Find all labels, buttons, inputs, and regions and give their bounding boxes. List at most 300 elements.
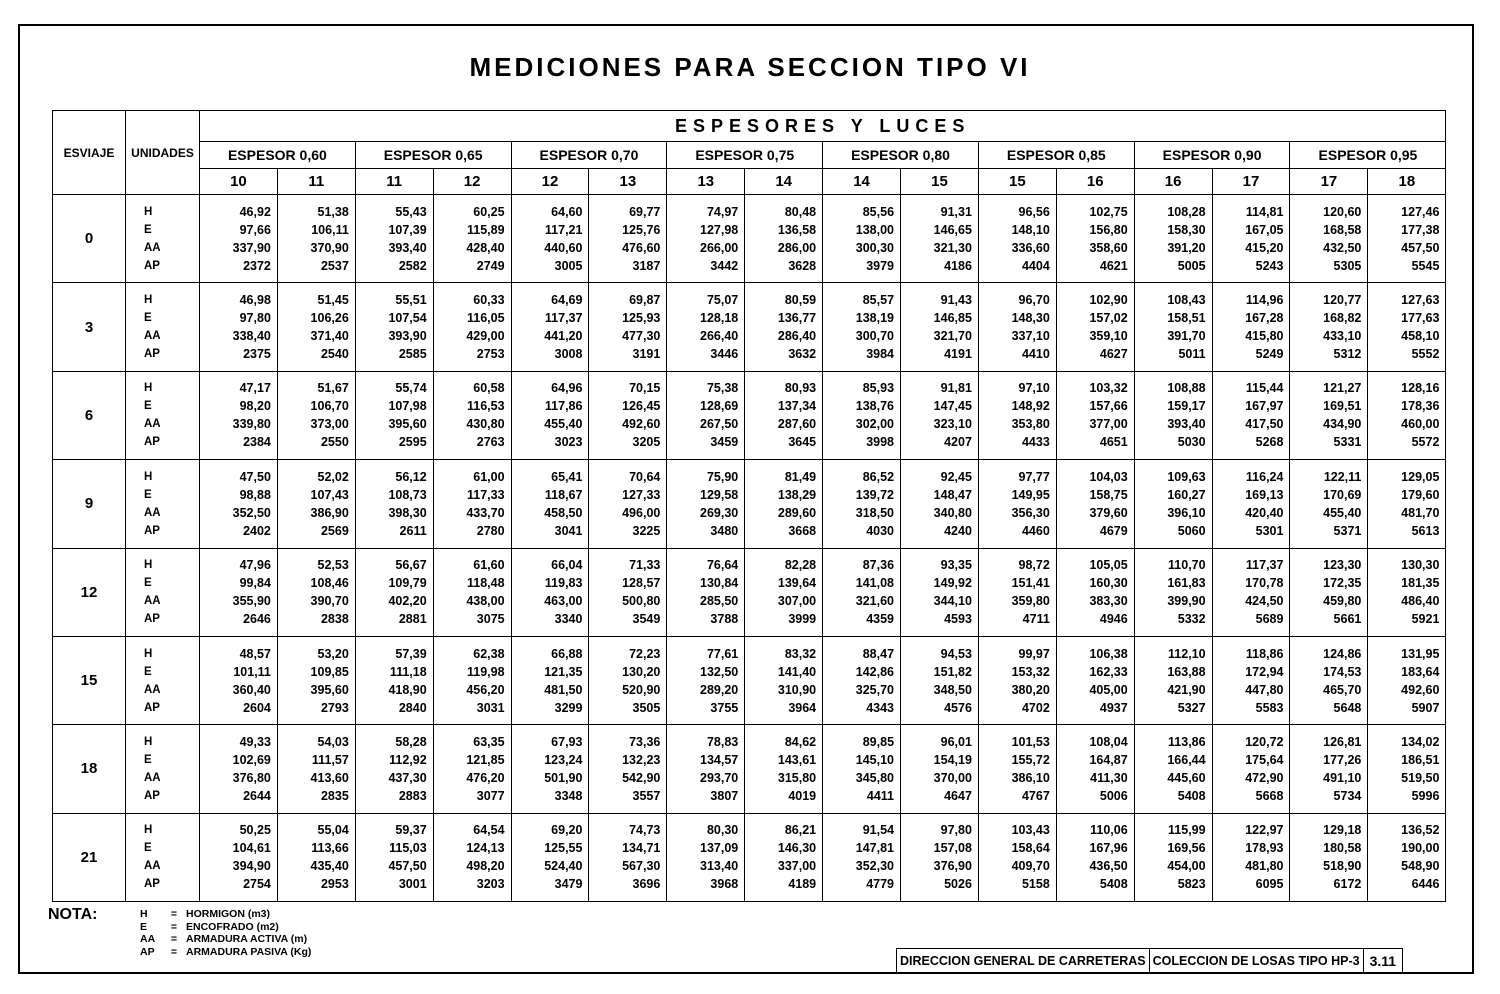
nota-legend bbox=[140, 908, 311, 958]
value-ap: 3807 bbox=[710, 788, 739, 803]
value-ap: 5734 bbox=[1333, 788, 1362, 803]
value-ap: 2835 bbox=[320, 788, 349, 803]
value-cell bbox=[823, 195, 901, 283]
value-aa: 377,00 bbox=[1089, 417, 1128, 432]
value-aa: 359,80 bbox=[1011, 594, 1050, 609]
value-aa: 355,90 bbox=[232, 594, 271, 609]
value-ap: 5668 bbox=[1255, 788, 1284, 803]
value-aa: 395,60 bbox=[310, 682, 349, 697]
value-ap: 2838 bbox=[320, 612, 349, 627]
espesor-header: ESPESOR 0,75 bbox=[667, 142, 823, 169]
value-e: 125,76 bbox=[622, 222, 661, 237]
value-e: 125,55 bbox=[544, 841, 583, 856]
value-cell bbox=[1290, 371, 1368, 459]
value-cell bbox=[277, 813, 355, 901]
value-h: 53,20 bbox=[317, 646, 349, 661]
value-ap: 3187 bbox=[632, 258, 661, 273]
value-e: 117,37 bbox=[544, 311, 583, 326]
unit-label: AP bbox=[144, 348, 160, 361]
value-e: 136,58 bbox=[777, 222, 817, 237]
value-aa: 359,10 bbox=[1089, 329, 1128, 344]
value-aa: 486,40 bbox=[1401, 594, 1440, 609]
value-aa: 321,70 bbox=[933, 329, 972, 344]
value-aa: 391,20 bbox=[1167, 240, 1206, 255]
value-h: 52,53 bbox=[317, 558, 349, 573]
unit-labels bbox=[126, 195, 200, 283]
value-h: 66,88 bbox=[551, 646, 583, 661]
value-e: 170,69 bbox=[1323, 487, 1362, 502]
value-cell bbox=[745, 813, 823, 901]
value-cell bbox=[667, 813, 745, 901]
value-e: 113,66 bbox=[311, 841, 349, 856]
value-h: 106,38 bbox=[1089, 646, 1128, 661]
value-cell bbox=[978, 283, 1056, 371]
unit-label: AP bbox=[144, 789, 160, 802]
value-cell bbox=[978, 725, 1056, 813]
luz-header: 10 bbox=[200, 169, 278, 195]
value-cell bbox=[200, 460, 278, 548]
value-aa: 393,40 bbox=[1167, 417, 1206, 432]
table-row bbox=[53, 813, 1446, 901]
value-cell bbox=[1212, 371, 1290, 459]
value-h: 78,83 bbox=[706, 734, 739, 749]
value-aa: 420,40 bbox=[1245, 505, 1284, 520]
value-cell bbox=[355, 195, 433, 283]
value-e: 148,30 bbox=[1011, 311, 1050, 326]
value-ap: 3755 bbox=[710, 700, 739, 715]
value-ap: 4410 bbox=[1021, 347, 1050, 362]
unit-label: H bbox=[144, 205, 153, 218]
value-h: 115,44 bbox=[1245, 381, 1284, 396]
unit-label: AA bbox=[144, 330, 161, 343]
value-e: 107,43 bbox=[310, 487, 349, 502]
value-e: 146,85 bbox=[933, 311, 972, 326]
value-ap: 5030 bbox=[1177, 435, 1206, 450]
unit-label: AA bbox=[144, 418, 161, 431]
value-cell bbox=[589, 195, 667, 283]
value-h: 85,93 bbox=[862, 381, 895, 396]
value-cell bbox=[978, 813, 1056, 901]
value-ap: 5305 bbox=[1333, 258, 1362, 273]
value-aa: 285,50 bbox=[700, 594, 739, 609]
value-cell bbox=[277, 460, 355, 548]
value-e: 183,64 bbox=[1401, 664, 1440, 679]
value-ap: 2595 bbox=[398, 435, 427, 450]
esviaje-value: 12 bbox=[53, 548, 126, 636]
value-cell bbox=[1368, 813, 1446, 901]
value-cell bbox=[823, 283, 901, 371]
value-cell bbox=[1134, 460, 1212, 548]
value-cell bbox=[1290, 813, 1368, 901]
unit-label: H bbox=[144, 382, 153, 395]
luz-header: 16 bbox=[1134, 169, 1212, 195]
value-cell bbox=[589, 283, 667, 371]
value-h: 70,15 bbox=[629, 381, 661, 396]
value-e: 178,93 bbox=[1245, 841, 1284, 856]
value-e: 115,89 bbox=[467, 222, 505, 237]
legend-item bbox=[140, 933, 311, 946]
luz-header: 17 bbox=[1212, 169, 1290, 195]
value-e: 166,44 bbox=[1167, 752, 1206, 767]
value-h: 61,00 bbox=[473, 469, 505, 484]
value-h: 51,45 bbox=[317, 293, 349, 308]
value-e: 104,61 bbox=[232, 841, 271, 856]
value-ap: 5552 bbox=[1411, 347, 1440, 362]
value-e: 106,26 bbox=[310, 311, 349, 326]
value-cell bbox=[978, 195, 1056, 283]
value-h: 116,24 bbox=[1245, 469, 1284, 484]
value-cell bbox=[901, 460, 979, 548]
unit-label: E bbox=[144, 223, 152, 236]
value-h: 115,99 bbox=[1168, 823, 1206, 838]
value-h: 97,10 bbox=[1018, 381, 1050, 396]
value-ap: 2763 bbox=[476, 435, 505, 450]
value-e: 107,98 bbox=[388, 399, 427, 414]
value-cell bbox=[901, 283, 979, 371]
value-aa: 383,30 bbox=[1089, 594, 1128, 609]
value-aa: 315,80 bbox=[777, 770, 817, 785]
value-cell bbox=[1134, 283, 1212, 371]
value-ap: 2840 bbox=[398, 700, 427, 715]
value-aa: 548,90 bbox=[1401, 859, 1440, 874]
value-aa: 386,90 bbox=[310, 505, 349, 520]
value-cell bbox=[277, 195, 355, 283]
value-ap: 4186 bbox=[944, 258, 972, 273]
value-h: 49,33 bbox=[239, 734, 271, 749]
unit-label: E bbox=[144, 400, 152, 413]
value-h: 76,64 bbox=[706, 558, 739, 573]
value-cell bbox=[823, 813, 901, 901]
value-cell bbox=[1212, 636, 1290, 724]
value-e: 127,98 bbox=[700, 222, 739, 237]
value-cell bbox=[511, 813, 589, 901]
value-h: 75,90 bbox=[706, 469, 739, 484]
value-e: 132,23 bbox=[622, 752, 661, 767]
value-ap: 5823 bbox=[1177, 877, 1206, 892]
value-aa: 336,60 bbox=[1011, 240, 1050, 255]
value-ap: 3075 bbox=[476, 612, 505, 627]
legend-item bbox=[140, 908, 311, 921]
value-e: 118,48 bbox=[467, 576, 505, 591]
unit-label: H bbox=[144, 294, 153, 307]
value-ap: 3005 bbox=[554, 258, 583, 273]
value-ap: 2754 bbox=[243, 877, 271, 892]
value-e: 111,57 bbox=[311, 752, 349, 767]
value-e: 139,64 bbox=[777, 576, 817, 591]
value-cell bbox=[1212, 283, 1290, 371]
value-e: 99,84 bbox=[239, 576, 271, 591]
value-cell bbox=[1290, 195, 1368, 283]
value-h: 60,58 bbox=[473, 381, 505, 396]
value-h: 91,81 bbox=[940, 381, 972, 396]
value-ap: 2793 bbox=[320, 700, 349, 715]
value-cell bbox=[1368, 371, 1446, 459]
value-h: 120,60 bbox=[1323, 204, 1362, 219]
value-ap: 4779 bbox=[866, 877, 895, 892]
value-h: 88,47 bbox=[862, 646, 895, 661]
value-aa: 498,20 bbox=[466, 859, 505, 874]
value-ap: 2569 bbox=[320, 523, 349, 538]
value-ap: 2372 bbox=[243, 258, 271, 273]
espesor-header: ESPESOR 0,90 bbox=[1134, 142, 1290, 169]
value-h: 123,30 bbox=[1323, 558, 1362, 573]
value-aa: 307,00 bbox=[777, 594, 817, 609]
value-e: 151,82 bbox=[933, 664, 972, 679]
value-aa: 266,40 bbox=[700, 329, 739, 344]
value-ap: 3205 bbox=[632, 435, 661, 450]
value-h: 55,04 bbox=[317, 823, 349, 838]
value-cell bbox=[511, 195, 589, 283]
value-e: 158,75 bbox=[1089, 487, 1128, 502]
value-ap: 4460 bbox=[1021, 523, 1050, 538]
value-e: 138,00 bbox=[855, 222, 895, 237]
value-aa: 300,70 bbox=[855, 329, 895, 344]
value-ap: 5408 bbox=[1099, 877, 1128, 892]
legend-equals: = bbox=[170, 933, 178, 945]
value-ap: 3628 bbox=[788, 258, 817, 273]
legend-key: E bbox=[140, 920, 148, 933]
value-ap: 2585 bbox=[398, 347, 427, 362]
value-cell bbox=[823, 371, 901, 459]
unit-labels bbox=[126, 371, 200, 459]
unit-label: AA bbox=[144, 683, 161, 696]
value-e: 158,30 bbox=[1167, 222, 1206, 237]
value-ap: 2375 bbox=[243, 347, 271, 362]
value-e: 157,08 bbox=[933, 841, 972, 856]
value-e: 136,77 bbox=[777, 311, 817, 326]
value-aa: 492,60 bbox=[622, 417, 661, 432]
value-cell bbox=[667, 725, 745, 813]
value-ap: 2550 bbox=[320, 435, 349, 450]
value-aa: 390,70 bbox=[310, 594, 349, 609]
value-cell bbox=[823, 725, 901, 813]
value-aa: 413,60 bbox=[310, 770, 349, 785]
value-aa: 476,20 bbox=[466, 770, 505, 785]
value-ap: 5006 bbox=[1099, 788, 1128, 803]
value-h: 104,03 bbox=[1089, 469, 1128, 484]
value-e: 190,00 bbox=[1401, 841, 1440, 856]
value-cell bbox=[901, 725, 979, 813]
value-e: 147,81 bbox=[855, 841, 895, 856]
value-ap: 4404 bbox=[1021, 258, 1050, 273]
value-cell bbox=[355, 548, 433, 636]
value-cell bbox=[277, 283, 355, 371]
value-e: 106,70 bbox=[310, 399, 349, 414]
luz-header-row bbox=[53, 169, 1446, 195]
value-aa: 520,90 bbox=[622, 682, 661, 697]
value-ap: 5583 bbox=[1255, 700, 1284, 715]
value-cell bbox=[1056, 371, 1134, 459]
value-cell bbox=[355, 283, 433, 371]
value-ap: 4711 bbox=[1022, 612, 1050, 627]
value-e: 125,93 bbox=[622, 311, 661, 326]
luz-header: 16 bbox=[1056, 169, 1134, 195]
value-cell bbox=[978, 548, 1056, 636]
value-aa: 415,80 bbox=[1245, 329, 1284, 344]
value-e: 141,40 bbox=[777, 664, 817, 679]
value-cell bbox=[589, 725, 667, 813]
value-ap: 3645 bbox=[788, 435, 817, 450]
value-cell bbox=[200, 548, 278, 636]
espesor-header: ESPESOR 0,60 bbox=[200, 142, 356, 169]
value-ap: 5312 bbox=[1333, 347, 1362, 362]
value-e: 179,60 bbox=[1401, 487, 1440, 502]
value-ap: 3299 bbox=[554, 700, 583, 715]
value-aa: 415,20 bbox=[1245, 240, 1284, 255]
value-e: 163,88 bbox=[1167, 664, 1206, 679]
value-h: 64,60 bbox=[551, 204, 583, 219]
value-aa: 491,10 bbox=[1323, 770, 1362, 785]
value-e: 178,36 bbox=[1401, 399, 1440, 414]
value-e: 148,92 bbox=[1011, 399, 1050, 414]
value-cell bbox=[589, 548, 667, 636]
value-e: 147,45 bbox=[933, 399, 972, 414]
value-e: 181,35 bbox=[1401, 576, 1440, 591]
value-e: 107,39 bbox=[388, 222, 427, 237]
value-e: 159,17 bbox=[1167, 399, 1206, 414]
value-e: 138,76 bbox=[855, 399, 895, 414]
value-cell bbox=[978, 371, 1056, 459]
value-h: 72,23 bbox=[629, 646, 661, 661]
value-ap: 5907 bbox=[1411, 700, 1440, 715]
value-e: 108,46 bbox=[310, 576, 349, 591]
value-cell bbox=[1056, 636, 1134, 724]
value-ap: 4767 bbox=[1021, 788, 1050, 803]
value-e: 121,35 bbox=[544, 664, 583, 679]
value-cell bbox=[667, 195, 745, 283]
value-h: 59,37 bbox=[395, 823, 427, 838]
value-ap: 2881 bbox=[398, 612, 427, 627]
value-ap: 4576 bbox=[944, 700, 972, 715]
value-cell bbox=[433, 636, 511, 724]
value-h: 124,86 bbox=[1323, 646, 1362, 661]
value-cell bbox=[1368, 195, 1446, 283]
table-row bbox=[53, 195, 1446, 283]
value-e: 169,51 bbox=[1323, 399, 1362, 414]
footer-sheet-number: 3.11 bbox=[1369, 953, 1397, 969]
value-ap: 4946 bbox=[1099, 612, 1128, 627]
unit-label: E bbox=[144, 577, 152, 590]
value-h: 83,32 bbox=[784, 646, 817, 661]
unit-labels bbox=[126, 460, 200, 548]
value-ap: 4433 bbox=[1021, 435, 1050, 450]
title-block bbox=[896, 948, 1403, 974]
value-aa: 289,60 bbox=[777, 505, 817, 520]
value-h: 70,64 bbox=[629, 469, 661, 484]
value-cell bbox=[667, 548, 745, 636]
value-aa: 318,50 bbox=[855, 505, 895, 520]
value-aa: 477,30 bbox=[622, 329, 661, 344]
table-header bbox=[53, 111, 1446, 195]
value-ap: 3340 bbox=[554, 612, 583, 627]
value-aa: 567,30 bbox=[622, 859, 661, 874]
value-h: 97,77 bbox=[1018, 469, 1050, 484]
value-aa: 391,70 bbox=[1167, 329, 1206, 344]
value-h: 109,63 bbox=[1167, 469, 1206, 484]
value-cell bbox=[901, 636, 979, 724]
value-h: 80,93 bbox=[784, 381, 817, 396]
value-aa: 379,60 bbox=[1089, 505, 1128, 520]
value-aa: 353,80 bbox=[1011, 417, 1050, 432]
value-cell bbox=[745, 195, 823, 283]
value-e: 101,11 bbox=[233, 664, 271, 679]
value-ap: 3348 bbox=[554, 788, 583, 803]
value-h: 47,50 bbox=[239, 469, 271, 484]
value-ap: 5545 bbox=[1411, 258, 1440, 273]
value-h: 69,20 bbox=[551, 823, 583, 838]
value-aa: 435,40 bbox=[310, 859, 349, 874]
value-cell bbox=[433, 725, 511, 813]
value-ap: 4621 bbox=[1099, 258, 1128, 273]
header-unidades: UNIDADES bbox=[126, 111, 200, 195]
value-cell bbox=[433, 813, 511, 901]
value-h: 66,04 bbox=[551, 558, 583, 573]
value-h: 65,41 bbox=[551, 469, 583, 484]
unit-label: H bbox=[144, 735, 153, 748]
legend-equals: = bbox=[170, 908, 178, 920]
value-ap: 5011 bbox=[1178, 347, 1206, 362]
value-e: 109,85 bbox=[310, 664, 349, 679]
luz-header: 14 bbox=[745, 169, 823, 195]
value-h: 48,57 bbox=[239, 646, 271, 661]
value-h: 60,33 bbox=[473, 293, 505, 308]
legend-description: HORMIGON (m3) bbox=[186, 908, 270, 920]
value-ap: 2611 bbox=[399, 523, 427, 538]
value-cell bbox=[1212, 548, 1290, 636]
value-ap: 6095 bbox=[1255, 877, 1284, 892]
esviaje-value: 6 bbox=[53, 371, 126, 459]
value-ap: 4937 bbox=[1099, 700, 1128, 715]
page-title: MEDICIONES PARA SECCION TIPO VI bbox=[469, 52, 1031, 82]
value-ap: 5661 bbox=[1333, 612, 1362, 627]
value-ap: 5689 bbox=[1255, 612, 1284, 627]
value-ap: 4189 bbox=[788, 877, 817, 892]
value-ap: 3446 bbox=[710, 347, 739, 362]
value-h: 55,43 bbox=[395, 204, 427, 219]
value-e: 116,05 bbox=[467, 311, 505, 326]
value-e: 168,82 bbox=[1323, 311, 1362, 326]
luz-header: 13 bbox=[667, 169, 745, 195]
legend-description: ARMADURA PASIVA (Kg) bbox=[186, 945, 312, 958]
value-ap: 3999 bbox=[788, 612, 817, 627]
value-ap: 3788 bbox=[710, 612, 739, 627]
value-aa: 386,10 bbox=[1011, 770, 1050, 785]
value-aa: 428,40 bbox=[466, 240, 505, 255]
value-h: 108,88 bbox=[1167, 381, 1206, 396]
value-ap: 5332 bbox=[1177, 612, 1206, 627]
value-aa: 348,50 bbox=[933, 682, 972, 697]
value-h: 129,05 bbox=[1401, 469, 1440, 484]
value-h: 126,81 bbox=[1323, 734, 1362, 749]
value-ap: 3968 bbox=[710, 877, 739, 892]
value-ap: 5996 bbox=[1411, 788, 1440, 803]
value-aa: 455,40 bbox=[1323, 505, 1362, 520]
value-e: 124,13 bbox=[466, 841, 505, 856]
value-aa: 440,60 bbox=[544, 240, 583, 255]
table-row bbox=[53, 283, 1446, 371]
value-aa: 436,50 bbox=[1089, 859, 1128, 874]
value-aa: 421,90 bbox=[1167, 682, 1206, 697]
value-h: 73,36 bbox=[629, 734, 661, 749]
value-cell bbox=[200, 636, 278, 724]
value-h: 91,43 bbox=[940, 293, 972, 308]
value-h: 46,92 bbox=[239, 204, 271, 219]
value-aa: 465,70 bbox=[1323, 682, 1362, 697]
value-aa: 438,00 bbox=[466, 594, 505, 609]
value-e: 126,45 bbox=[622, 399, 661, 414]
value-cell bbox=[589, 460, 667, 548]
value-aa: 371,40 bbox=[310, 329, 349, 344]
